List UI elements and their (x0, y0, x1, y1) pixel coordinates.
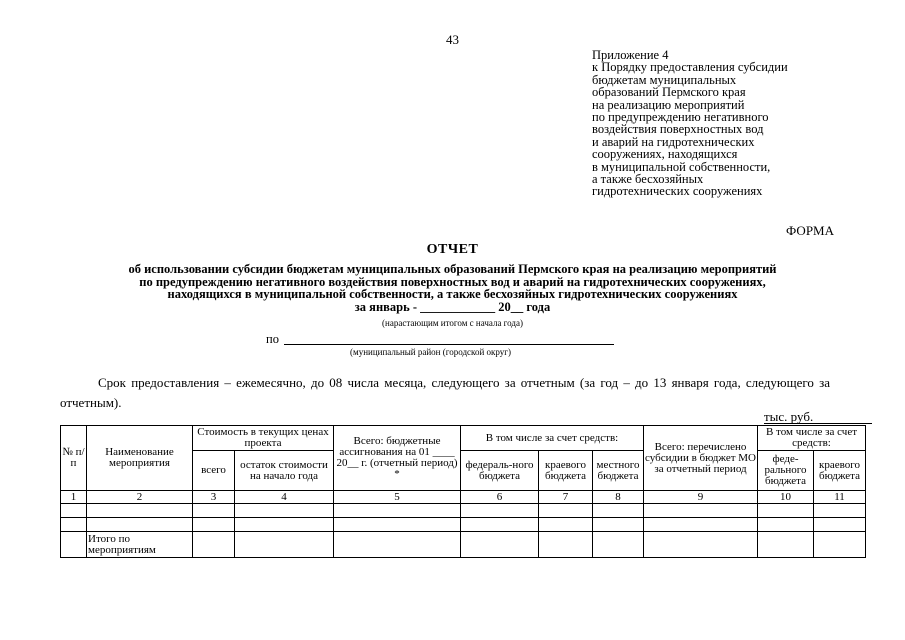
empty-cell (235, 518, 334, 532)
appendix-line: гидротехнических сооружениях (592, 184, 763, 199)
empty-cell (87, 504, 193, 518)
header-transferred: Всего: перечислено субсидии в бюджет МО за отчетный период (644, 426, 758, 491)
empty-cell (814, 504, 866, 518)
empty-cell (539, 532, 593, 558)
empty-cell (461, 504, 539, 518)
column-number: 3 (193, 491, 235, 504)
header-sources-2: В том числе за счет средств: (758, 426, 866, 451)
empty-cell (539, 518, 593, 532)
column-number: 7 (539, 491, 593, 504)
column-number: 8 (593, 491, 644, 504)
total-label: Итого по мероприятиям (87, 532, 193, 558)
table-row (61, 504, 866, 518)
total-row (61, 532, 866, 558)
appendix-line: бюджетам муниципальных (592, 72, 737, 87)
appendix-line: на реализацию мероприятий (592, 97, 745, 112)
appendix-line: а также бесхозяйных (592, 172, 704, 187)
header-federal-2: феде-рального бюджета (758, 451, 814, 491)
document-subtitle (30, 263, 875, 313)
column-number: 10 (758, 491, 814, 504)
header-cost-rest: остаток стоимости на начало года (235, 451, 334, 491)
empty-cell (87, 518, 193, 532)
empty-cell (334, 518, 461, 532)
column-number: 9 (644, 491, 758, 504)
units-underline (764, 423, 872, 424)
header-cost: Стоимость в текущих ценах проекта (193, 426, 334, 451)
header-allocations: Всего: бюджетные ассигнования на 01 ____ 20__ г. (отчетный период) * (334, 426, 461, 491)
column-number: 11 (814, 491, 866, 504)
subtitle-line: находящихся в муниципальной собственности, а также бесхозяйных гидротехнических сооружениях (167, 287, 738, 301)
units-label: тыс. руб. (764, 409, 814, 424)
appendix-line: воздействия поверхностных вод (592, 122, 764, 137)
empty-cell (235, 532, 334, 558)
appendix-header (592, 49, 892, 198)
header-local: местного бюджета (593, 451, 644, 491)
empty-cell (61, 518, 87, 532)
empty-cell (461, 532, 539, 558)
empty-cell (193, 518, 235, 532)
header-name: Наименование мероприятия (87, 426, 193, 491)
empty-cell (644, 518, 758, 532)
period-line: за январь - ____________ 20__ года (354, 299, 551, 314)
column-number: 1 (61, 491, 87, 504)
column-number: 5 (334, 491, 461, 504)
empty-cell (593, 532, 644, 558)
appendix-line: Приложение 4 (592, 48, 669, 62)
district-blank-line (284, 344, 614, 345)
empty-cell (758, 532, 814, 558)
report-table (60, 425, 866, 558)
empty-cell (193, 504, 235, 518)
form-label: ФОРМА (786, 223, 834, 238)
column-number: 2 (87, 491, 193, 504)
appendix-line: сооружениях, находящихся (592, 147, 738, 162)
empty-cell (814, 518, 866, 532)
empty-cell (758, 504, 814, 518)
appendix-line: в муниципальной собственности, (592, 159, 771, 174)
district-note: (муниципальный район (городской округ) (350, 347, 511, 357)
empty-cell (334, 504, 461, 518)
empty-cell (193, 532, 235, 558)
subtitle-line: об использовании субсидии бюджетам муниципальных образований Пермского края на реализацию мероприятий (128, 262, 777, 276)
header-regional-2: краевого бюджета (814, 451, 866, 491)
document-title: ОТЧЕТ (426, 242, 479, 257)
column-number: 6 (461, 491, 539, 504)
page-number: 43 (446, 32, 459, 47)
header-sources: В том числе за счет средств: (461, 426, 644, 451)
header-num: № п/п (61, 426, 87, 491)
empty-cell (644, 504, 758, 518)
empty-cell (593, 518, 644, 532)
empty-cell (644, 532, 758, 558)
header-federal: федераль-ного бюджета (461, 451, 539, 491)
empty-cell (814, 532, 866, 558)
deadline-paragraph: Срок предоставления – ежемесячно, до 08 числа месяца, следующего за отчетным (за год – до 13 января года, следующего за отчетным). (60, 375, 830, 410)
empty-cell (61, 504, 87, 518)
empty-cell (334, 532, 461, 558)
empty-cell (593, 504, 644, 518)
empty-cell (235, 504, 334, 518)
empty-cell (461, 518, 539, 532)
district-prefix: по (266, 332, 279, 346)
table-row (61, 518, 866, 532)
column-number: 4 (235, 491, 334, 504)
subtitle-line: по предупреждению негативного воздействия поверхностных вод и аварий на гидротехнических сооружениях, (139, 274, 766, 289)
header-regional: краевого бюджета (539, 451, 593, 491)
appendix-line: по предупреждению негативного (592, 110, 769, 125)
empty-cell (539, 504, 593, 518)
appendix-line: образований Пермского края (592, 85, 746, 100)
empty-cell (758, 518, 814, 532)
header-cost-total: всего (193, 451, 235, 491)
cumulative-note: (нарастающим итогом с начала года) (382, 318, 523, 328)
appendix-line: и аварий на гидротехнических (592, 134, 755, 149)
appendix-line: к Порядку предоставления субсидии (592, 60, 788, 75)
empty-cell (61, 532, 87, 558)
